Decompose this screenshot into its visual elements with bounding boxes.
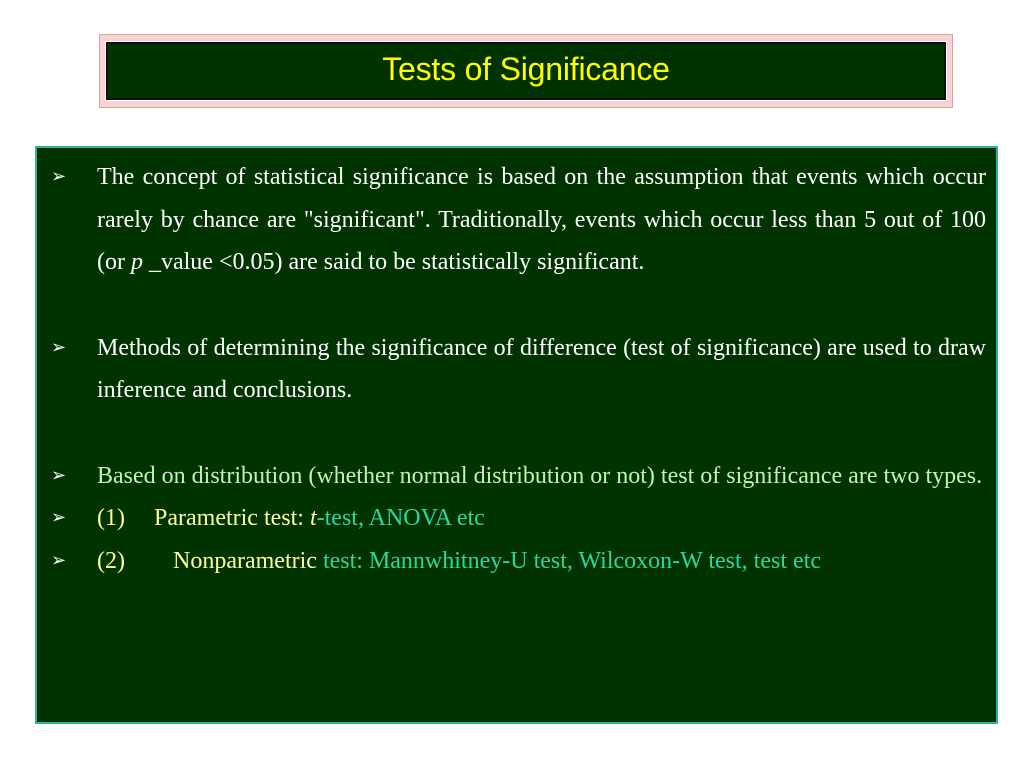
bullet-text: Methods of determining the significance of difference (test of significance) are used to draw inference and conclusions.	[97, 334, 986, 403]
bullet-text: Based on distribution (whether normal distribution or not) test of significance are two types.	[97, 462, 983, 489]
bullet-item-methods	[37, 327, 996, 412]
item-number: (1)	[97, 505, 125, 531]
slide-title: Tests of Significance	[382, 50, 670, 87]
bullet-item-distribution	[37, 455, 996, 498]
arrow-bullet-icon: ➢	[51, 549, 67, 571]
bullet-item-nonparametric	[37, 540, 996, 583]
item-number: (2)	[97, 547, 125, 574]
bullet-item-parametric	[37, 497, 996, 540]
arrow-bullet-icon: ➢	[51, 336, 67, 358]
nonparametric-examples: test: Mannwhitney-U test, Wilcoxon-W test, test etc	[322, 547, 821, 574]
t-symbol: t	[309, 505, 317, 531]
arrow-bullet-icon: ➢	[51, 464, 67, 486]
nonparametric-label: Nonparametric	[173, 547, 317, 574]
bullet-text: The concept of statistical significance is based on the assumption that events which occur rarely by chance are "significant". Traditionally, events which occur less than 5 out of 100 (or	[97, 164, 986, 275]
bullet-item-significance-concept	[37, 156, 996, 284]
content-panel	[35, 146, 998, 724]
parametric-label: Parametric test:	[154, 505, 304, 531]
title-box	[106, 42, 946, 100]
bullet-list	[37, 156, 996, 582]
p-symbol: p	[130, 249, 143, 275]
bullet-text-continued: _value <0.05) are said to be statistically significant.	[142, 249, 645, 275]
parametric-examples: -test, ANOVA etc	[316, 505, 485, 531]
arrow-bullet-icon: ➢	[51, 166, 67, 187]
arrow-bullet-icon: ➢	[51, 507, 67, 528]
title-frame	[99, 34, 953, 108]
